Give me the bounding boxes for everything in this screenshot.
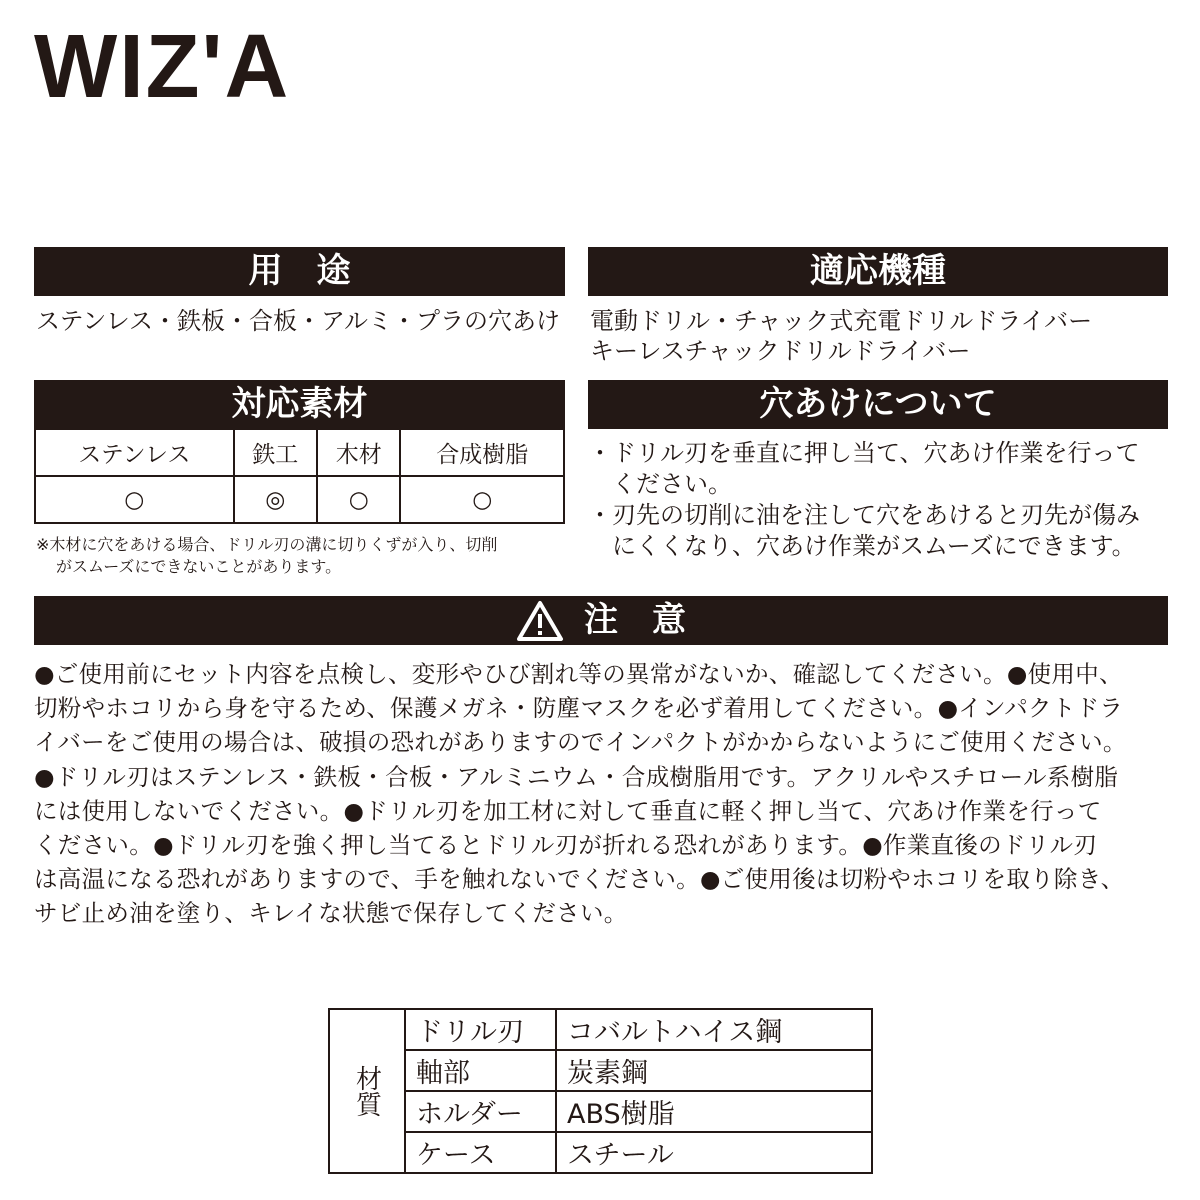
spec-material: ABS樹脂: [556, 1091, 872, 1132]
table-row: [329, 1050, 872, 1091]
material-header: 木材: [317, 429, 400, 476]
spec-part: ドリル刃: [405, 1009, 556, 1050]
materials-table: [34, 428, 565, 524]
spec-part: ホルダー: [405, 1091, 556, 1132]
compatible-heading: 適応機種: [588, 247, 1168, 296]
suitability-mark: ○: [35, 476, 234, 523]
caution-line: イバーをご使用の場合は、破損の恐れがありますのでインパクトがかからないようにご使用ください。: [34, 728, 1127, 757]
spec-material: 炭素鋼: [556, 1050, 872, 1091]
spec-table: [328, 1008, 873, 1174]
compatible-line: 電動ドリル・チャック式充電ドリルドライバー: [590, 307, 1093, 335]
compatible-line: キーレスチャックドリルドライバー: [590, 337, 971, 365]
spec-material: コバルトハイス鋼: [556, 1009, 872, 1050]
table-row: [35, 429, 564, 476]
caution-line: 切粉やホコリから身を守るため、保護メガネ・防塵マスクを必ず着用してください。●インパクトドラ: [34, 694, 1124, 723]
material-header: 鉄工: [234, 429, 317, 476]
material-header: ステンレス: [35, 429, 234, 476]
brand-logo: WIZ'A: [34, 17, 291, 117]
usage-heading: 用 途: [34, 247, 565, 296]
drilling-text: 刃先の切削に油を注して穴をあけると刃先が傷み: [612, 501, 1140, 529]
spec-group-label: 材質: [329, 1009, 405, 1173]
drilling-text: にくくなり、穴あけ作業がスムーズにできます。: [612, 532, 1136, 560]
caution-title: 注 意: [584, 600, 686, 640]
material-header: 合成樹脂: [400, 429, 564, 476]
drilling-item: ・ドリル刃を垂直に押し当て、穴あけ作業を行って: [588, 439, 1140, 467]
spec-material: スチール: [556, 1132, 872, 1173]
drilling-text: ください。: [612, 470, 732, 498]
table-row: [35, 476, 564, 523]
materials-heading: 対応素材: [34, 380, 565, 429]
caution-line: ください。●ドリル刃を強く押し当てるとドリル刃が折れる恐れがあります。●作業直後のドリル刃: [34, 831, 1098, 860]
table-row: [329, 1091, 872, 1132]
suitability-mark: ○: [317, 476, 400, 523]
suitability-mark: ○: [400, 476, 564, 523]
caution-line: サビ止め油を塗り、キレイな状態で保存してください。: [34, 899, 628, 928]
caution-line: ●ご使用前にセット内容を点検し、変形やひび割れ等の異常がないか、確認してください。●使用中、: [34, 660, 1123, 688]
materials-note: がスムーズにできないことがあります。: [56, 557, 342, 576]
spec-part: 軸部: [405, 1050, 556, 1091]
usage-text: ステンレス・鉄板・合板・アルミ・プラの穴あけ: [36, 307, 561, 335]
warning-icon: [516, 600, 564, 642]
drilling-text: ドリル刃を垂直に押し当て、穴あけ作業を行って: [612, 439, 1140, 467]
caution-heading: [34, 596, 1168, 645]
materials-note: ※木材に穴をあける場合、ドリル刃の溝に切りくずが入り、切削: [36, 535, 498, 554]
suitability-mark: ◎: [234, 476, 317, 523]
table-row: [329, 1009, 872, 1050]
caution-line: には使用しないでください。●ドリル刃を加工材に対して垂直に軽く押し当て、穴あけ作業を行って: [34, 796, 1102, 825]
drilling-item: ・刃先の切削に油を注して穴をあけると刃先が傷み: [588, 501, 1140, 529]
caution-text: [34, 657, 1127, 931]
caution-line: は高温になる恐れがありますので、手を触れないでください。●ご使用後は切粉やホコリを取り除き、: [34, 865, 1125, 894]
spec-part: ケース: [405, 1132, 556, 1173]
drilling-heading: 穴あけについて: [588, 380, 1168, 429]
caution-line: ●ドリル刃はステンレス・鉄板・合板・アルミニウム・合成樹脂用です。アクリルやスチロール系樹脂: [34, 762, 1119, 791]
table-row: [329, 1132, 872, 1173]
